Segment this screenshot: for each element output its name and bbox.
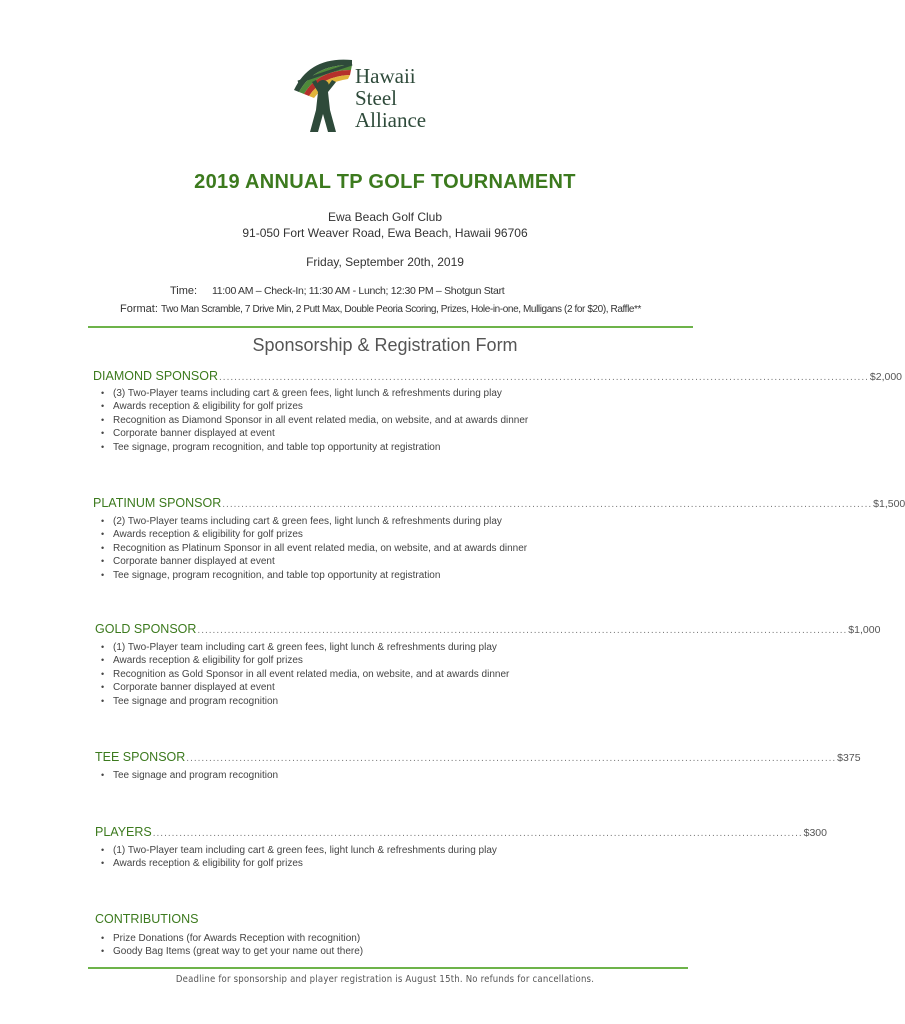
tier-benefits-diamond [95, 387, 528, 454]
tier-name: PLAYERS [95, 825, 152, 839]
format-line [120, 303, 641, 315]
footer-note: Deadline for sponsorship and player registration is August 15th. No refunds for cancellations. [175, 974, 595, 985]
logo-line-2: Steel [355, 86, 397, 110]
contributions-title: CONTRIBUTIONS [95, 912, 199, 926]
page-title: 2019 ANNUAL TP GOLF TOURNAMENT [194, 171, 576, 193]
time-value: 11:00 AM – Check-In; 11:30 AM - Lunch; 12:30 PM – Shotgun Start [212, 285, 505, 297]
venue-address: 91-050 Fort Weaver Road, Ewa Beach, Hawaii 96706 [242, 226, 528, 240]
contributions-list [95, 932, 363, 959]
list-item: • Corporate banner displayed at event [95, 555, 527, 568]
tier-benefits-platinum [95, 515, 527, 582]
tier-row-diamond [93, 369, 903, 383]
list-item: • (3) Two-Player teams including cart & green fees, light lunch & refreshments during play [95, 387, 528, 400]
leader-dots: ............................................................................................................................................................................ [219, 372, 869, 383]
tier-benefits-tee [95, 769, 278, 782]
leader-dots: ............................................................................................................................................................................ [152, 828, 803, 839]
tier-row-platinum [93, 496, 905, 510]
list-item: • Goody Bag Items (great way to get your name out there) [95, 945, 363, 958]
list-item: • Tee signage, program recognition, and table top opportunity at registration [95, 569, 527, 582]
leader-dots: ............................................................................................................................................................................ [222, 499, 873, 510]
list-item: • Recognition as Gold Sponsor in all event related media, on website, and at awards dinner [95, 668, 509, 681]
list-item: • Tee signage and program recognition [95, 769, 278, 782]
logo-wordmark [355, 65, 426, 131]
leader-dots: ............................................................................................................................................................................ [186, 753, 837, 764]
tier-price: $1,500 [873, 498, 905, 510]
list-item: • Awards reception & eligibility for golf prizes [95, 654, 509, 667]
tier-name: DIAMOND SPONSOR [93, 369, 219, 383]
tier-name: GOLD SPONSOR [95, 622, 197, 636]
list-item: • Awards reception & eligibility for golf prizes [95, 857, 497, 870]
tier-row-players [95, 825, 827, 839]
list-item: • Prize Donations (for Awards Reception with recognition) [95, 932, 363, 945]
tier-price: $300 [803, 827, 827, 839]
form-title: Sponsorship & Registration Form [252, 335, 518, 355]
divider-top [88, 326, 693, 328]
leader-dots: ............................................................................................................................................................................ [197, 625, 848, 636]
tier-name: TEE SPONSOR [95, 750, 186, 764]
tier-row-tee [95, 750, 861, 764]
tier-benefits-players [95, 844, 497, 871]
list-item: • Recognition as Platinum Sponsor in all event related media, on website, and at awards dinner [95, 542, 527, 555]
format-label: Format: [120, 303, 158, 315]
hawaii-steel-alliance-logo [290, 52, 480, 142]
tier-price: $2,000 [869, 371, 903, 383]
tier-row-gold [95, 622, 881, 636]
format-value: Two Man Scramble, 7 Drive Min, 2 Putt Max, Double Peoria Scoring, Prizes, Hole-in-one, Mulligans (2 for $20), Raffle** [160, 304, 642, 315]
divider-bottom [88, 967, 688, 969]
tier-price: $1,000 [848, 624, 881, 636]
logo-line-3: Alliance [355, 108, 427, 132]
list-item: • Tee signage, program recognition, and table top opportunity at registration [95, 441, 528, 454]
tier-price: $375 [837, 752, 861, 764]
venue-name: Ewa Beach Golf Club [327, 210, 443, 224]
list-item: • Corporate banner displayed at event [95, 681, 509, 694]
time-line [170, 285, 504, 297]
event-date: Friday, September 20th, 2019 [306, 255, 464, 269]
list-item: • Awards reception & eligibility for golf prizes [95, 400, 528, 413]
golfer-emblem-icon [290, 52, 360, 142]
list-item: • (2) Two-Player teams including cart & green fees, light lunch & refreshments during play [95, 515, 527, 528]
list-item: • (1) Two-Player team including cart & green fees, light lunch & refreshments during play [95, 844, 497, 857]
list-item: • (1) Two-Player team including cart & green fees, light lunch & refreshments during play [95, 641, 509, 654]
list-item: • Awards reception & eligibility for golf prizes [95, 528, 527, 541]
tier-benefits-gold [95, 641, 509, 708]
tier-name: PLATINUM SPONSOR [93, 496, 222, 510]
list-item: • Corporate banner displayed at event [95, 427, 528, 440]
logo-line-1: Hawaii [355, 64, 416, 88]
list-item: • Recognition as Diamond Sponsor in all event related media, on website, and at awards dinner [95, 414, 528, 427]
list-item: • Tee signage and program recognition [95, 695, 509, 708]
time-label: Time: [170, 285, 198, 297]
